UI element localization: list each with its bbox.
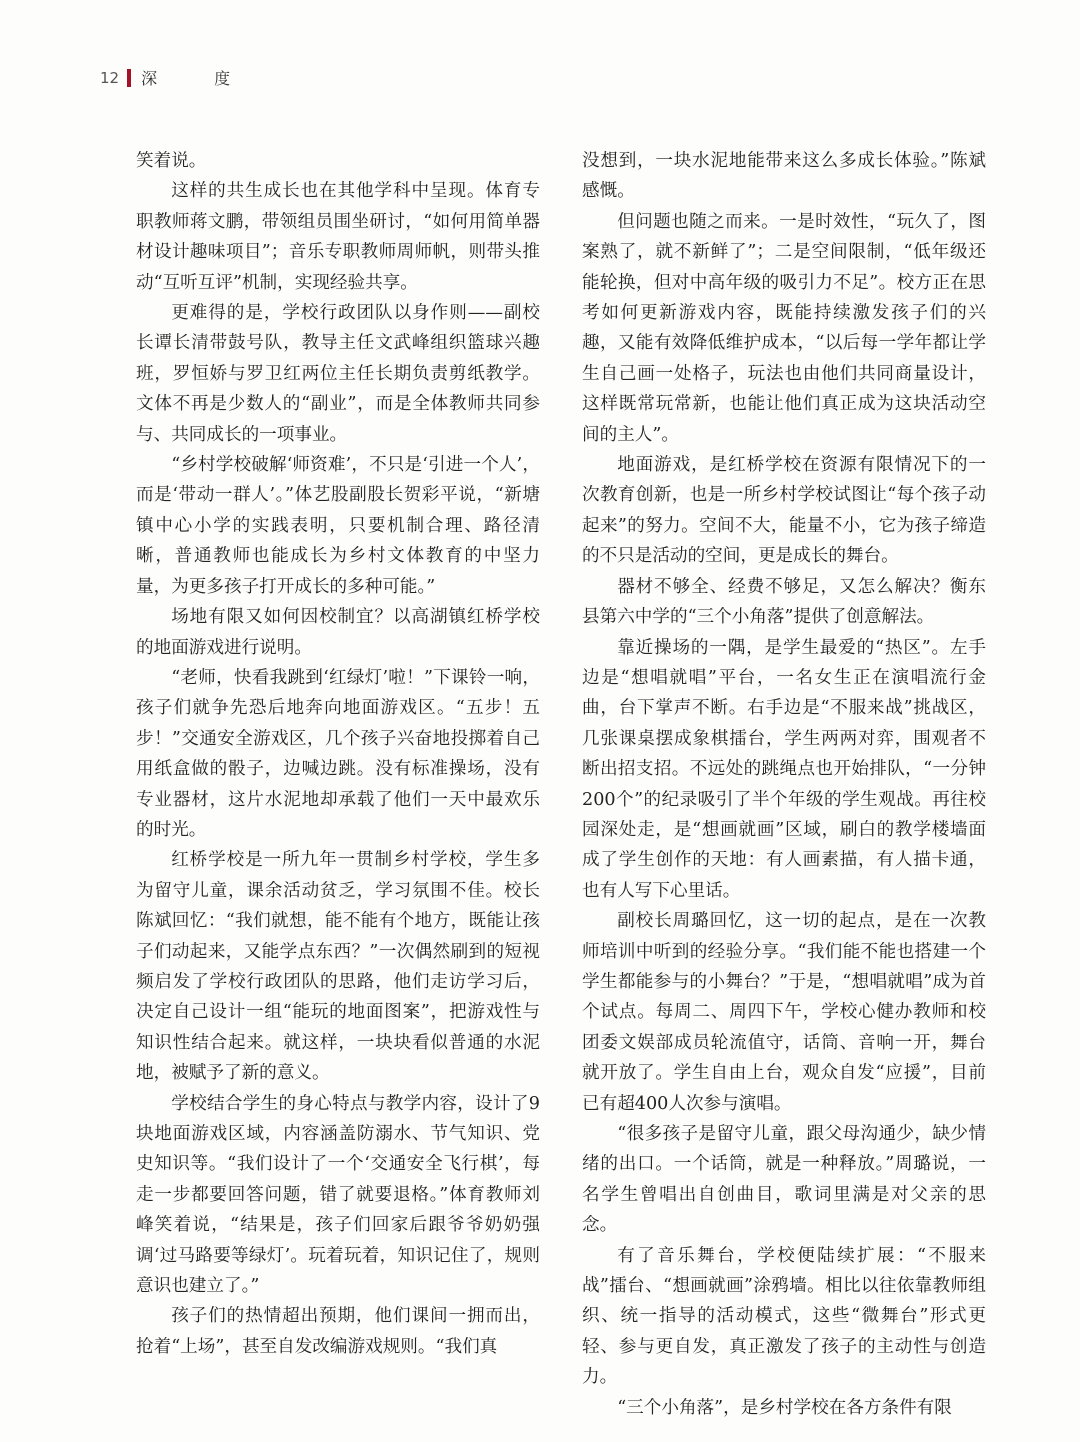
- paragraph: “三个小角落”，是乡村学校在各方条件有限: [617, 1397, 952, 1418]
- paragraph: 靠近操场的一隅，是学生最爱的“热区”。左手边是“想唱就唱”平台，一名女生正在演唱流行金曲，台下掌声不断。右手边是“不服来战”挑战区，几张课桌摆成象棋擂台，学生两两对弈，围观者不断出招支招。不远处的跳绳点也开始排队，“一分钟200个”的纪录吸引了半个年级的学生观战。再往校园深处走，是“想画就画”区域，刷白的教学楼墙面成了学生创作的天地：有人画素描，有人描卡通，也有人写下心里话。: [582, 637, 986, 901]
- paragraph: 红桥学校是一所九年一贯制乡村学校，学生多为留守儿童，课余活动贫乏，学习氛围不佳。校长陈斌回忆：“我们就想，能不能有个地方，既能让孩子们动起来，又能学点东西？”一次偶然刷到的短视频启发了学校行政团队的思路，他们走访学习后，决定自己设计一组“能玩的地面图案”，把游戏性与知识性结合起来。就这样，一块块看似普通的水泥地，被赋予了新的意义。: [136, 850, 540, 1084]
- paragraph: 场地有限又如何因校制宜？以高湖镇红桥学校的地面游戏进行说明。: [136, 607, 540, 658]
- paragraph: 学校结合学生的身心特点与教学内容，设计了9块地面游戏区域，内容涵盖防溺水、节气知识、党史知识等。“我们设计了一个‘交通安全飞行棋’，每走一步都要回答问题，错了就要退格。”体育教师刘峰笑着说，“结果是，孩子们回家后跟爷爷奶奶强调‘过马路要等绿灯’。玩着玩着，知识记住了，规则意识也建立了。”: [136, 1093, 540, 1297]
- paragraph: 这样的共生成长也在其他学科中呈现。体育专职教师蒋文鹏，带领组员围坐研讨，“如何用简单器材设计趣味项目”；音乐专职教师周师帆，则带头推动“互听互评”机制，实现经验共享。: [136, 181, 540, 293]
- paragraph: 器材不够全、经费不够足，又怎么解决？衡东县第六中学的“三个小角落”提供了创意解法。: [582, 576, 986, 628]
- paragraph: 副校长周璐回忆，这一切的起点，是在一次教师培训中听到的经验分享。“我们能不能也搭建一个学生都能参与的小舞台？”于是，“想唱就唱”成为首个试点。每周二、周四下午，学校心健办教师和校团委文娱部成员轮流值守，话筒、音响一开，舞台就开放了。学生自由上台，观众自发“应援”，目前已有超400人次参与演唱。: [582, 911, 986, 1114]
- page-header: [100, 66, 256, 89]
- header-divider-bar: [127, 69, 131, 87]
- paragraph: “老师，快看我跳到‘红绿灯’啦！”下课铃一响，孩子们就争先恐后地奔向地面游戏区。“五步！五步！”交通安全游戏区，几个孩子兴奋地投掷着自己用纸盒做的骰子，边喊边跳。没有标准操场，没有专业器材，这片水泥地却承载了他们一天中最欢乐的时光。: [136, 667, 540, 840]
- paragraph: 地面游戏，是红桥学校在资源有限情况下的一次教育创新，也是一所乡村学校试图让“每个孩子动起来”的努力。空间不大，能量不小，它为孩子缔造的不只是活动的空间，更是成长的舞台。: [582, 455, 986, 567]
- right-column: [582, 146, 986, 1423]
- paragraph: “乡村学校破解‘师资难’，不只是‘引进一个人’，而是‘带动一群人’。”体艺股副股长贺彩平说，“新塘镇中心小学的实践表明，只要机制合理、路径清晰，普通教师也能成长为乡村文体教育的中坚力量，为更多孩子打开成长的多种可能。”: [136, 455, 540, 597]
- paragraph: 更难得的是，学校行政团队以身作则——副校长谭长清带鼓号队，教导主任文武峰组织篮球兴趣班，罗恒娇与罗卫红两位主任长期负责剪纸教学。文体不再是少数人的“副业”，而是全体教师共同参与、共同成长的一项事业。: [136, 303, 540, 445]
- paragraph: 没想到，一块水泥地能带来这么多成长体验。”陈斌感慨。: [582, 151, 986, 202]
- paragraph: 但问题也随之而来。一是时效性，“玩久了，图案熟了，就不新鲜了”；二是空间限制，“低年级还能轮换，但对中高年级的吸引力不足”。校方正在思考如何更新游戏内容，既能持续激发孩子们的兴趣，又能有效降低维护成本，“以后每一学年都让学生自己画一处格子，玩法也由他们共同商量设计，这样既常玩常新，也能让他们真正成为这块活动空间的主人”。: [582, 211, 986, 445]
- paragraph: 有了音乐舞台，学校便陆续扩展：“不服来战”擂台、“想画就画”涂鸦墙。相比以往依靠教师组织、统一指导的活动模式，这些“微舞台”形式更轻、参与更自发，真正激发了孩子的主动性与创造力。: [582, 1245, 986, 1388]
- page-number: 12: [100, 68, 120, 87]
- left-column: [136, 146, 540, 1362]
- section-title: 深 度: [141, 69, 257, 88]
- paragraph: 孩子们的热情超出预期，他们课间一拥而出，抢着“上场”，甚至自发改编游戏规则。“我们真: [136, 1306, 540, 1357]
- paragraph: “很多孩子是留守儿童，跟父母沟通少，缺少情绪的出口。一个话筒，就是一种释放。”周璐说，一名学生曾唱出自创曲目，歌词里满是对父亲的思念。: [582, 1124, 986, 1236]
- paragraph: 笑着说。: [136, 151, 207, 171]
